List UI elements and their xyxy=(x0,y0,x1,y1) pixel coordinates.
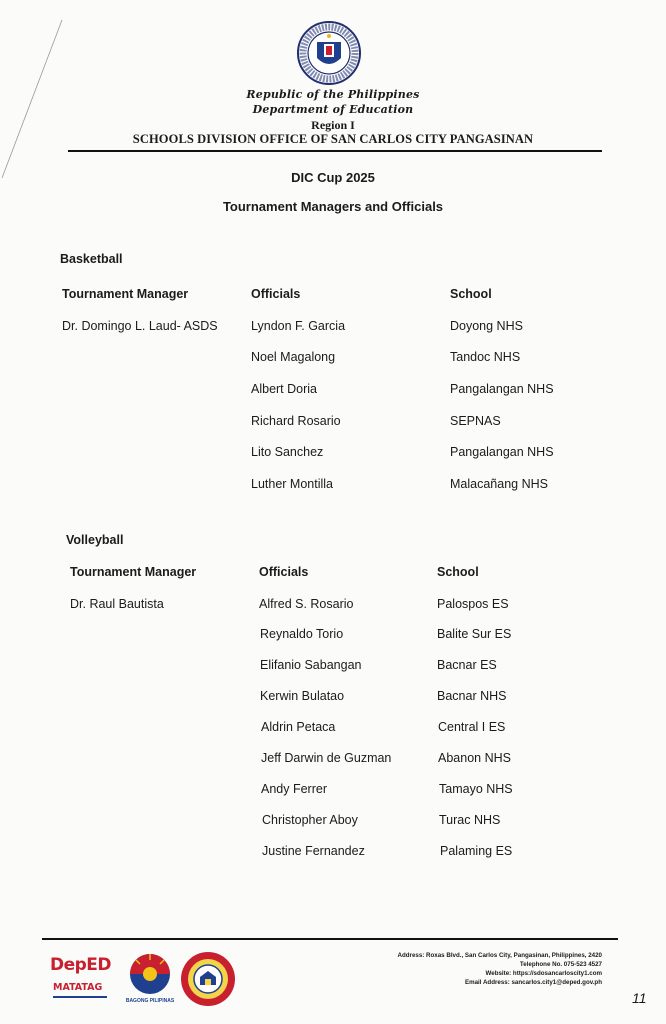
volleyball-official: Aldrin Petaca xyxy=(261,720,336,734)
basketball-school: Tandoc NHS xyxy=(450,350,521,364)
basketball-col-officials: Officials xyxy=(251,287,301,301)
volleyball-school: Tamayo NHS xyxy=(439,782,513,796)
bagong-pilipinas-logo xyxy=(120,950,180,1008)
republic-heading: Republic of the Philippines xyxy=(246,88,420,101)
deped-seal-logo xyxy=(296,20,362,86)
deped-wordmark: DepED xyxy=(50,955,112,975)
volleyball-manager-name: Dr. Raul Bautista xyxy=(70,597,164,611)
volleyball-official: Justine Fernandez xyxy=(262,844,365,858)
volleyball-col-manager: Tournament Manager xyxy=(70,565,197,579)
volleyball-official: Kerwin Bulatao xyxy=(260,689,345,703)
volleyball-school: Abanon NHS xyxy=(438,751,511,765)
deped-matatag-logo xyxy=(50,955,112,1005)
document-subtitle: Tournament Managers and Officials xyxy=(222,199,444,214)
volleyball-school: Palaming ES xyxy=(440,844,513,858)
basketball-official: Lito Sanchez xyxy=(251,445,324,459)
volleyball-official: Elifanio Sabangan xyxy=(260,658,362,672)
basketball-school: Doyong NHS xyxy=(450,319,523,333)
volleyball-official: Alfred S. Rosario xyxy=(259,597,354,611)
matatag-underline xyxy=(53,996,107,998)
volleyball-school: Central I ES xyxy=(438,720,506,734)
basketball-school: Malacañang NHS xyxy=(450,477,548,491)
footer-divider xyxy=(42,938,618,940)
matatag-wordmark: MATATAG xyxy=(53,982,103,993)
basketball-school: SEPNAS xyxy=(450,414,501,428)
volleyball-official: Andy Ferrer xyxy=(261,782,327,796)
basketball-heading: Basketball xyxy=(60,252,123,266)
basketball-school: Pangalangan NHS xyxy=(450,445,554,459)
bagong-pilipinas-text: BAGONG PILIPINAS xyxy=(125,998,175,1004)
volleyball-heading: Volleyball xyxy=(66,533,124,547)
footer-address: Address: Roxas Blvd., San Carlos City, Pangasinan, Philippines, 2420 xyxy=(397,952,602,959)
basketball-official: Luther Montilla xyxy=(251,477,333,491)
basketball-official: Noel Magalong xyxy=(251,350,336,364)
page-number: 11 xyxy=(632,990,647,1006)
volleyball-school: Palospos ES xyxy=(437,597,509,611)
basketball-col-manager: Tournament Manager xyxy=(62,287,189,301)
volleyball-official: Reynaldo Torio xyxy=(260,627,344,641)
volleyball-school: Bacnar NHS xyxy=(437,689,507,703)
document-title: DIC Cup 2025 xyxy=(291,170,375,185)
basketball-school: Pangalangan NHS xyxy=(450,382,554,396)
basketball-official: Albert Doria xyxy=(251,382,317,396)
volleyball-school: Balite Sur ES xyxy=(437,627,512,641)
basketball-manager-name: Dr. Domingo L. Laud- ASDS xyxy=(62,319,218,333)
bagong-pilipinas-emblem xyxy=(122,950,178,996)
volleyball-school: Turac NHS xyxy=(439,813,501,827)
volleyball-official: Jeff Darwin de Guzman xyxy=(261,751,392,765)
basketball-col-school: School xyxy=(450,287,492,301)
basketball-official: Lyndon F. Garcia xyxy=(251,319,346,333)
volleyball-school: Bacnar ES xyxy=(437,658,497,672)
volleyball-col-officials: Officials xyxy=(259,565,309,579)
volleyball-col-school: School xyxy=(437,565,479,579)
department-heading: Department of Education xyxy=(252,103,414,116)
footer-website: Website: https://sdosancarloscity1.com xyxy=(485,970,602,977)
region-heading: Region I xyxy=(311,118,355,132)
header-divider xyxy=(68,150,602,152)
basketball-official: Richard Rosario xyxy=(251,414,341,428)
volleyball-official: Christopher Aboy xyxy=(262,813,358,827)
footer-telephone: Telephone No. 075-523 4527 xyxy=(519,961,602,968)
sdo-san-carlos-seal-logo xyxy=(180,951,236,1007)
footer-email: Email Address: sancarlos.city1@deped.gov.ph xyxy=(464,979,602,986)
division-heading: SCHOOLS DIVISION OFFICE OF SAN CARLOS CITY PANGASINAN xyxy=(132,132,534,146)
